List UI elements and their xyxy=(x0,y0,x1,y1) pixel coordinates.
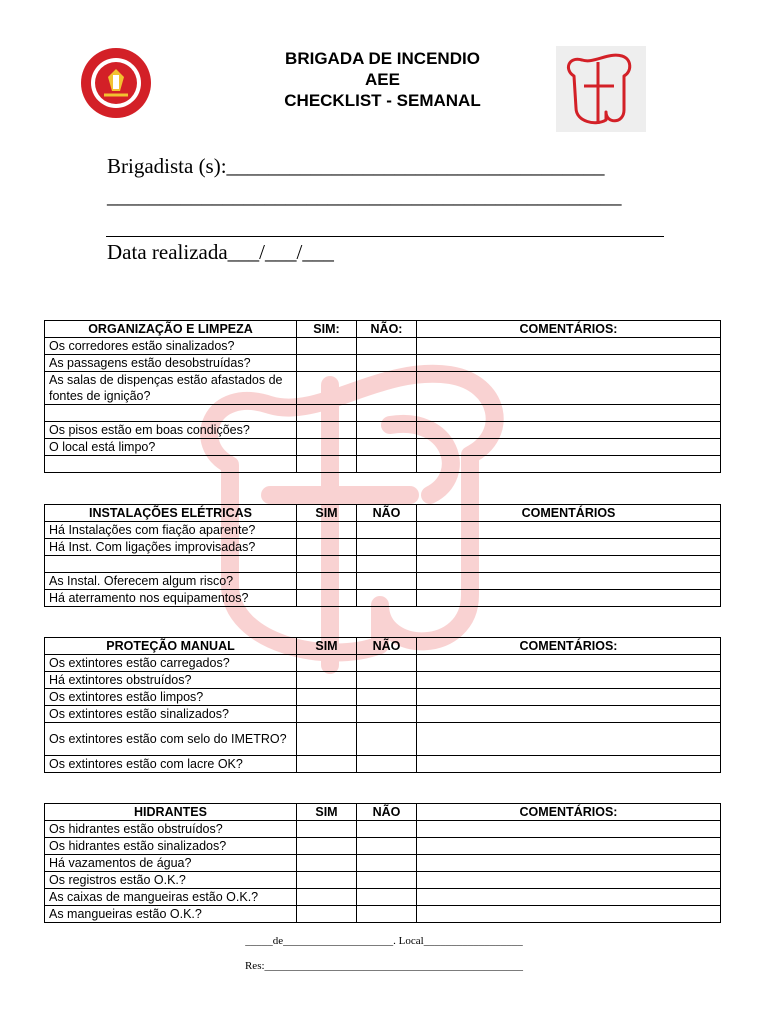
brigade-emblem-logo xyxy=(80,47,152,119)
table-row xyxy=(45,756,721,773)
comment-cell[interactable] xyxy=(417,672,721,689)
table-row xyxy=(45,821,721,838)
header-checklist-title: CHECKLIST - SEMANAL xyxy=(284,91,481,110)
sim-cell[interactable] xyxy=(297,556,357,573)
col-nao: NÃO xyxy=(357,638,417,655)
row-question: Os hidrantes estão sinalizados? xyxy=(45,838,297,855)
nao-cell[interactable] xyxy=(357,672,417,689)
checklist-table-protecao xyxy=(44,637,721,773)
row-question: Os hidrantes estão obstruídos? xyxy=(45,821,297,838)
comment-cell[interactable] xyxy=(417,655,721,672)
date-field[interactable]: Data realizada___/___/___ xyxy=(107,240,334,264)
nao-cell[interactable] xyxy=(357,655,417,672)
row-question: Os extintores estão sinalizados? xyxy=(45,706,297,723)
table-header-row xyxy=(45,638,721,655)
comment-cell[interactable] xyxy=(417,405,721,422)
comment-cell[interactable] xyxy=(417,906,721,923)
nao-cell[interactable] xyxy=(357,838,417,855)
row-question: As passagens estão desobstruídas? xyxy=(45,355,297,372)
comment-cell[interactable] xyxy=(417,855,721,872)
sim-cell[interactable] xyxy=(297,706,357,723)
table-row xyxy=(45,838,721,855)
nao-cell[interactable] xyxy=(357,422,417,439)
section-title: ORGANIZAÇÃO E LIMPEZA xyxy=(45,321,297,338)
sim-cell[interactable] xyxy=(297,573,357,590)
nao-cell[interactable] xyxy=(357,889,417,906)
brigadista-field[interactable]: Brigadista (s):____________________________________ xyxy=(107,154,605,178)
comment-cell[interactable] xyxy=(417,372,721,405)
table-row xyxy=(45,456,721,473)
nao-cell[interactable] xyxy=(357,590,417,607)
row-question: Os extintores estão limpos? xyxy=(45,689,297,706)
header-subtitle: AEE xyxy=(365,70,400,89)
row-question: Os corredores estão sinalizados? xyxy=(45,338,297,355)
footer-date-local[interactable]: _____de____________________. Local__________________ xyxy=(245,935,523,947)
comment-cell[interactable] xyxy=(417,522,721,539)
col-nao: NÃO xyxy=(357,804,417,821)
divider-line xyxy=(106,236,664,237)
nao-cell[interactable] xyxy=(357,338,417,355)
sim-cell[interactable] xyxy=(297,355,357,372)
table-header-row xyxy=(45,804,721,821)
nao-cell[interactable] xyxy=(357,372,417,405)
nao-cell[interactable] xyxy=(357,439,417,456)
comment-cell[interactable] xyxy=(417,539,721,556)
table-row xyxy=(45,672,721,689)
table-row xyxy=(45,655,721,672)
table-header-row xyxy=(45,505,721,522)
row-question: Os extintores estão com lacre OK? xyxy=(45,756,297,773)
row-question: Os pisos estão em boas condições? xyxy=(45,422,297,439)
table-row xyxy=(45,372,721,405)
row-question: Há aterramento nos equipamentos? xyxy=(45,590,297,607)
nao-cell[interactable] xyxy=(357,689,417,706)
nao-cell[interactable] xyxy=(357,405,417,422)
sim-cell[interactable] xyxy=(297,689,357,706)
table-row xyxy=(45,889,721,906)
nao-cell[interactable] xyxy=(357,355,417,372)
comment-cell[interactable] xyxy=(417,590,721,607)
row-question: As Instal. Oferecem algum risco? xyxy=(45,573,297,590)
sim-cell[interactable] xyxy=(297,655,357,672)
sim-cell[interactable] xyxy=(297,372,357,405)
table-row xyxy=(45,338,721,355)
row-question: As caixas de mangueiras estão O.K.? xyxy=(45,889,297,906)
col-comentarios: COMENTÁRIOS: xyxy=(417,321,721,338)
row-question: Há Inst. Com ligações improvisadas? xyxy=(45,539,297,556)
comment-cell[interactable] xyxy=(417,355,721,372)
nao-cell[interactable] xyxy=(357,821,417,838)
comment-cell[interactable] xyxy=(417,689,721,706)
sim-cell[interactable] xyxy=(297,906,357,923)
sim-cell[interactable] xyxy=(297,889,357,906)
table-row xyxy=(45,522,721,539)
comment-cell[interactable] xyxy=(417,573,721,590)
section-title: HIDRANTES xyxy=(45,804,297,821)
col-sim: SIM xyxy=(297,804,357,821)
comment-cell[interactable] xyxy=(417,706,721,723)
table-row xyxy=(45,422,721,439)
sim-cell[interactable] xyxy=(297,522,357,539)
comment-cell[interactable] xyxy=(417,889,721,906)
nao-cell[interactable] xyxy=(357,522,417,539)
row-question: Os extintores estão carregados? xyxy=(45,655,297,672)
sim-cell[interactable] xyxy=(297,422,357,439)
table-row xyxy=(45,590,721,607)
comment-cell[interactable] xyxy=(417,456,721,473)
col-nao: NÃO xyxy=(357,505,417,522)
nao-cell[interactable] xyxy=(357,539,417,556)
nao-cell[interactable] xyxy=(357,706,417,723)
footer-responsible[interactable]: Res:_______________________________________________ xyxy=(244,960,524,972)
col-comentarios: COMENTÁRIOS xyxy=(417,505,721,522)
sim-cell[interactable] xyxy=(297,405,357,422)
nao-cell[interactable] xyxy=(357,906,417,923)
table-row xyxy=(45,573,721,590)
col-nao: NÃO: xyxy=(357,321,417,338)
sim-cell[interactable] xyxy=(297,539,357,556)
comment-cell[interactable] xyxy=(417,422,721,439)
comment-cell[interactable] xyxy=(417,556,721,573)
table-row xyxy=(45,355,721,372)
row-question xyxy=(45,556,297,573)
table-row xyxy=(45,539,721,556)
table-row xyxy=(45,706,721,723)
table-row xyxy=(45,689,721,706)
comment-cell[interactable] xyxy=(417,872,721,889)
comment-cell[interactable] xyxy=(417,838,721,855)
nao-cell[interactable] xyxy=(357,573,417,590)
table-row xyxy=(45,723,721,756)
col-comentarios: COMENTÁRIOS: xyxy=(417,638,721,655)
table-row xyxy=(45,439,721,456)
sim-cell[interactable] xyxy=(297,872,357,889)
sim-cell[interactable] xyxy=(297,456,357,473)
row-question xyxy=(45,456,297,473)
nao-cell[interactable] xyxy=(357,756,417,773)
checklist-table-instalacoes xyxy=(44,504,721,607)
row-question: Os extintores estão com selo do IMETRO? xyxy=(45,723,297,756)
sim-cell[interactable] xyxy=(297,723,357,756)
document-header xyxy=(190,48,575,111)
row-question xyxy=(45,405,297,422)
nao-cell[interactable] xyxy=(357,556,417,573)
row-question: Há Instalações com fiação aparente? xyxy=(45,522,297,539)
sim-cell[interactable] xyxy=(297,838,357,855)
nao-cell[interactable] xyxy=(357,872,417,889)
sim-cell[interactable] xyxy=(297,855,357,872)
sim-cell[interactable] xyxy=(297,439,357,456)
row-question: O local está limpo? xyxy=(45,439,297,456)
nao-cell[interactable] xyxy=(357,855,417,872)
table-row xyxy=(45,405,721,422)
section-title: PROTEÇÃO MANUAL xyxy=(45,638,297,655)
checklist-table-organizacao xyxy=(44,320,721,473)
comment-cell[interactable] xyxy=(417,439,721,456)
row-question: Há extintores obstruídos? xyxy=(45,672,297,689)
table-row xyxy=(45,906,721,923)
table-header-row xyxy=(45,321,721,338)
sim-cell[interactable] xyxy=(297,672,357,689)
table-row xyxy=(45,872,721,889)
section-title: INSTALAÇÕES ELÉTRICAS xyxy=(45,505,297,522)
comment-cell[interactable] xyxy=(417,756,721,773)
comment-cell[interactable] xyxy=(417,821,721,838)
table-row xyxy=(45,855,721,872)
col-sim: SIM: xyxy=(297,321,357,338)
brigadista-blank-line[interactable]: _________________________________________________ xyxy=(107,184,622,208)
comment-cell[interactable] xyxy=(417,723,721,756)
sim-cell[interactable] xyxy=(297,756,357,773)
row-question: Há vazamentos de água? xyxy=(45,855,297,872)
row-question: As salas de dispenças estão afastados de fontes de ignição? xyxy=(45,372,297,405)
row-question: Os registros estão O.K.? xyxy=(45,872,297,889)
sim-cell[interactable] xyxy=(297,821,357,838)
comment-cell[interactable] xyxy=(417,338,721,355)
sim-cell[interactable] xyxy=(297,338,357,355)
nao-cell[interactable] xyxy=(357,723,417,756)
col-sim: SIM xyxy=(297,505,357,522)
header-title: BRIGADA DE INCENDIO xyxy=(285,49,480,68)
sim-cell[interactable] xyxy=(297,590,357,607)
checklist-table-hidrantes xyxy=(44,803,721,923)
col-sim: SIM xyxy=(297,638,357,655)
nao-cell[interactable] xyxy=(357,456,417,473)
table-row xyxy=(45,556,721,573)
col-comentarios: COMENTÁRIOS: xyxy=(417,804,721,821)
row-question: As mangueiras estão O.K.? xyxy=(45,906,297,923)
